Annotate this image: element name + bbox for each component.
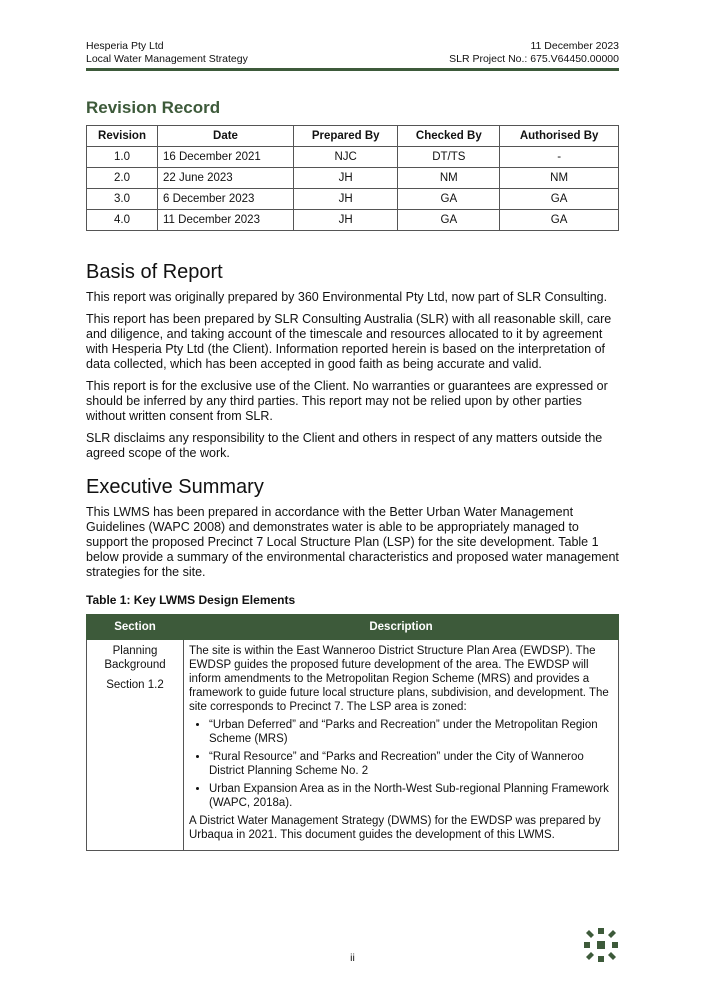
header-doc-title: Local Water Management Strategy [86,53,248,65]
page-content [86,98,619,851]
lwms-design-table [86,614,619,851]
column-header-description: Description [184,615,619,640]
date-cell: 22 June 2023 [158,168,294,189]
basis-paragraph: This report was originally prepared by 360 Environmental Pty Ltd, now part of SLR Consulting. [86,290,608,304]
basis-of-report-heading: Basis of Report [86,261,223,283]
table-row [87,168,619,189]
table-row [87,210,619,231]
checked-by-cell: DT/TS [398,147,500,168]
table-row [87,189,619,210]
list-item: • “Urban Deferred” and “Parks and Recreation” under the Metropolitan Region Scheme (MRS) [209,718,613,746]
prepared-by-cell: JH [294,168,398,189]
section-cell [87,640,184,851]
authorised-by-cell: NM [500,168,619,189]
authorised-by-cell: GA [500,210,619,231]
zoning-list [189,718,613,810]
lwms-table-header-row [87,615,619,640]
slr-logo-icon [584,928,618,962]
prepared-by-cell: NJC [294,147,398,168]
header-date: 11 December 2023 [530,40,619,52]
section-reference: Section 1.2 [106,679,164,691]
executive-summary-paragraph: This LWMS has been prepared in accordance with the Better Urban Water Management Guidelines (WAPC 2008) and demonstrates water is able to be appropriately managed to support the proposed Precinct 7 Local Structure Plan (LSP) for the site development. Table 1 below provide a summary of the environmental characteristics and proposed water management strategies for the site. [86,505,619,579]
revision-record-heading: Revision Record [86,98,221,117]
authorised-by-cell: - [500,147,619,168]
header-project-number: SLR Project No.: 675.V64450.00000 [449,53,619,65]
executive-summary-heading: Executive Summary [86,476,264,498]
basis-paragraph: This report has been prepared by SLR Consulting Australia (SLR) with all reasonable skill, care and diligence, and taking account of the timescale and resources allocated to it by agreement with Hesperia Pty Ltd (the Client). Information reported herein is based on the interpretation of data collected, which has been accepted in good faith as being accurate and valid. [86,312,612,371]
column-header-checked-by: Checked By [398,126,500,147]
table-row [87,640,619,851]
revision-cell: 2.0 [87,168,158,189]
date-cell: 16 December 2021 [158,147,294,168]
revision-cell: 1.0 [87,147,158,168]
table-caption: Table 1: Key LWMS Design Elements [86,593,296,607]
section-name-line: Background [104,659,166,671]
revision-cell: 4.0 [87,210,158,231]
column-header-prepared-by: Prepared By [294,126,398,147]
column-header-revision: Revision [87,126,158,147]
page-header [86,40,619,66]
date-cell: 6 December 2023 [158,189,294,210]
header-company: Hesperia Pty Ltd [86,40,164,52]
header-divider [86,68,619,71]
column-header-date: Date [158,126,294,147]
section-name-line: Planning [112,645,158,657]
table-row [87,147,619,168]
column-header-section: Section [87,615,184,640]
checked-by-cell: GA [398,210,500,231]
basis-paragraph: SLR disclaims any responsibility to the Client and others in respect of any matters outside the agreed scope of the work. [86,431,603,460]
description-outro: A District Water Management Strategy (DWMS) for the EWDSP was prepared by Urbaqua in 2021. This document guides the development of this LWMS. [189,815,601,841]
description-cell [184,640,619,851]
checked-by-cell: NM [398,168,500,189]
column-header-authorised-by: Authorised By [500,126,619,147]
authorised-by-cell: GA [500,189,619,210]
list-item: • “Rural Resource” and “Parks and Recreation” under the City of Wanneroo District Planning Scheme No. 2 [209,750,613,778]
revision-cell: 3.0 [87,189,158,210]
description-intro: The site is within the East Wanneroo District Structure Plan Area (EWDSP). The EWDSP guides the proposed future development of the area. The EWDSP will inform amendments to the Metropolitan Region Scheme (MRS) and provides a framework to guide future local structure plans, subdivision, and development. The site corresponds to Precinct 7. The LSP area is zoned: [189,645,609,713]
prepared-by-cell: JH [294,210,398,231]
list-item: • Urban Expansion Area as in the North-West Sub-regional Planning Framework (WAPC, 2018a). [209,782,613,810]
revision-table-header-row [87,126,619,147]
page-number: ii [350,952,355,964]
revision-table [86,125,619,231]
prepared-by-cell: JH [294,189,398,210]
checked-by-cell: GA [398,189,500,210]
date-cell: 11 December 2023 [158,210,294,231]
basis-paragraph: This report is for the exclusive use of the Client. No warranties or guarantees are expressed or should be inferred by any third parties. This report may not be relied upon by other parties without written consent from SLR. [86,379,608,423]
